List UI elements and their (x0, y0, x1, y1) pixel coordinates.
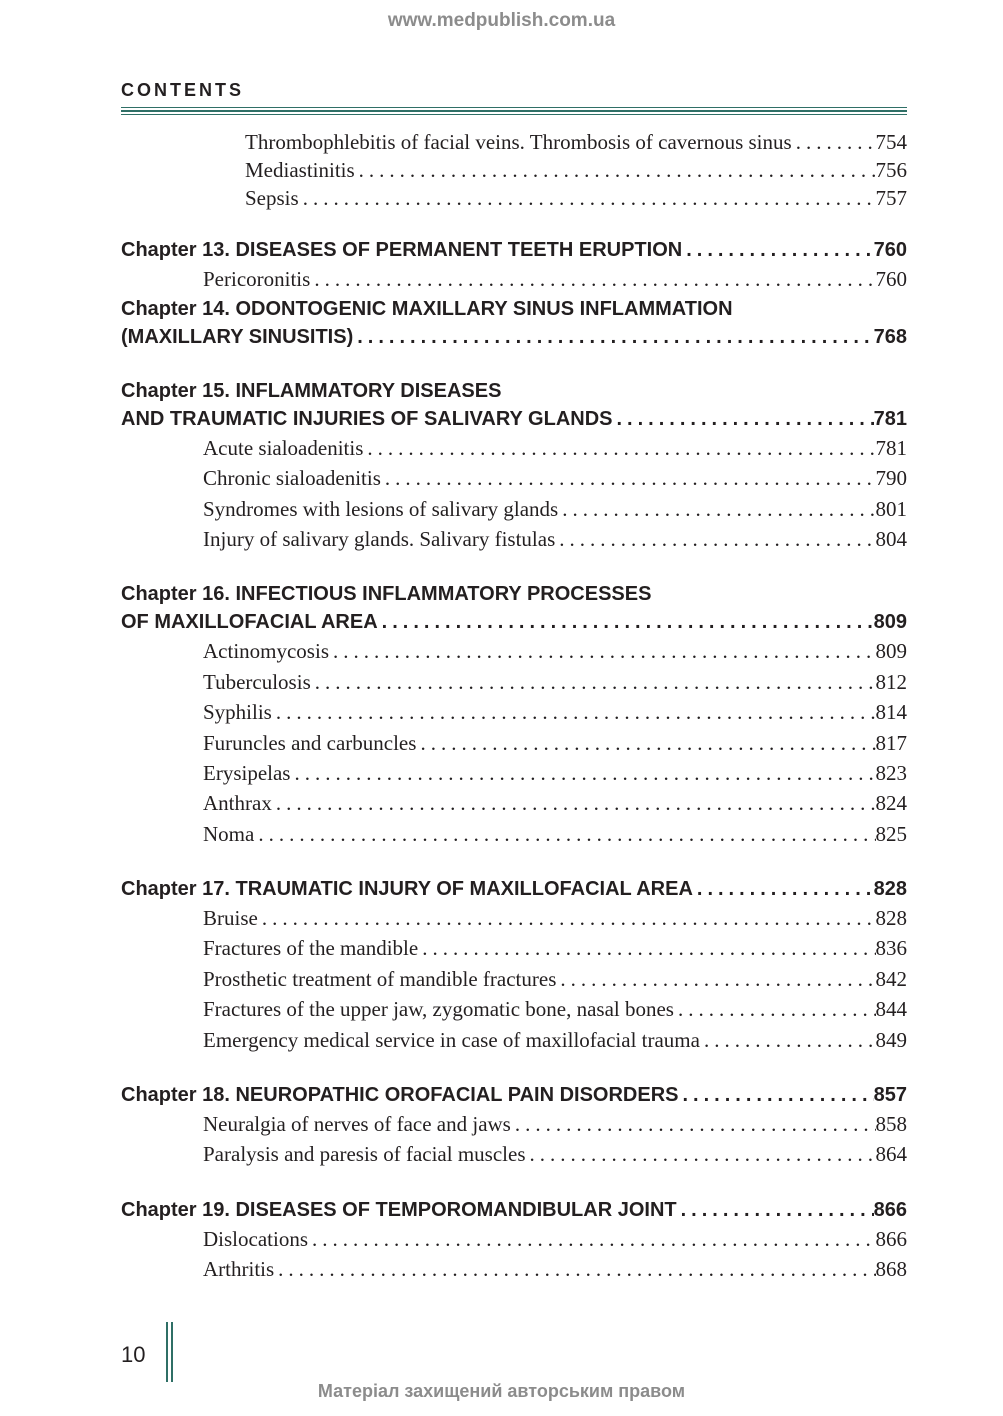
toc-section-entry (121, 639, 907, 669)
toc-section-entry (121, 497, 907, 527)
dot-leader (290, 761, 875, 786)
entry-page-number: 864 (875, 1142, 907, 1167)
dot-leader (363, 436, 875, 461)
toc-section-entry (121, 466, 907, 496)
toc-section-entry (121, 906, 907, 936)
entry-title: Dislocations (203, 1226, 308, 1251)
entry-page-number: 760 (875, 267, 907, 292)
dot-leader (329, 639, 876, 664)
page-number: 10 (121, 1342, 146, 1367)
toc-section-entry (121, 1227, 907, 1257)
table-of-contents (121, 130, 907, 1288)
toc-section-entry (121, 791, 907, 821)
entry-title: Furuncles and carbuncles (203, 730, 417, 755)
toc-chapter-entry (121, 878, 907, 906)
entry-title: Pericoronitis (203, 267, 311, 292)
entry-page-number: 757 (875, 185, 907, 210)
dot-leader (378, 611, 874, 634)
entry-title: Syphilis (203, 700, 272, 725)
toc-section-entry (121, 822, 907, 852)
dot-leader (674, 997, 876, 1022)
entry-page-number: 768 (873, 325, 907, 348)
dot-leader (555, 527, 875, 552)
entry-title: AND TRAUMATIC INJURIES OF SALIVARY GLANDS (121, 407, 613, 430)
dot-leader (511, 1112, 876, 1137)
dot-leader (310, 267, 875, 292)
entry-page-number: 842 (875, 966, 907, 991)
entry-title: Noma (203, 821, 255, 846)
toc-chapter-entry (121, 239, 907, 267)
entry-page-number: 866 (875, 1226, 907, 1251)
toc-chapter-entry (121, 1199, 907, 1227)
entry-title: Chapter 17. TRAUMATIC INJURY OF MAXILLOFACIAL AREA (121, 878, 693, 901)
entry-title: Chronic sialoadenitis (203, 466, 381, 491)
entry-title: Neuralgia of nerves of face and jaws (203, 1112, 511, 1137)
entry-page-number: 836 (875, 936, 907, 961)
entry-page-number: 844 (875, 997, 907, 1022)
entry-page-number: 809 (875, 639, 907, 664)
copyright-notice: Матеріал захищений авторським правом (317, 1381, 686, 1401)
entry-title: Chapter 16. INFECTIOUS INFLAMMATORY PROCESSES (121, 583, 652, 606)
entry-page-number: 866 (873, 1198, 907, 1221)
entry-title: Actinomycosis (203, 639, 329, 664)
dot-leader (272, 700, 876, 725)
entry-title: Syndromes with lesions of salivary glands (203, 496, 559, 521)
entry-title: Fractures of the mandible (203, 936, 419, 961)
dot-leader (682, 239, 873, 262)
toc-section-entry (121, 761, 907, 791)
dot-leader (416, 731, 875, 756)
entry-title: Arthritis (203, 1257, 275, 1282)
dot-leader (613, 408, 874, 431)
header-rule (121, 107, 907, 116)
toc-section-entry (121, 700, 907, 730)
toc-chapter-entry (121, 380, 907, 408)
dot-leader (418, 936, 875, 961)
toc-section-entry (121, 670, 907, 700)
entry-title: Paralysis and paresis of facial muscles (203, 1142, 526, 1167)
entry-page-number: 781 (873, 407, 907, 430)
entry-page-number: 754 (875, 130, 907, 154)
dot-leader (526, 1142, 876, 1167)
dot-leader (792, 130, 876, 155)
toc-section-entry (121, 997, 907, 1027)
entry-title: Bruise (203, 906, 258, 931)
toc-section-entry (121, 186, 907, 214)
entry-page-number: 804 (875, 526, 907, 551)
entry-title: Chapter 18. NEUROPATHIC OROFACIAL PAIN DISORDERS (121, 1084, 679, 1107)
entry-page-number: 849 (875, 1027, 907, 1052)
entry-page-number: 760 (873, 239, 907, 262)
entry-title: Acute sialoadenitis (203, 435, 364, 460)
entry-title: Anthrax (203, 791, 272, 816)
entry-page-number: 825 (875, 821, 907, 846)
site-url: www.medpublish.com.ua (387, 10, 616, 31)
entry-page-number: 823 (875, 760, 907, 785)
entry-title: Chapter 13. DISEASES OF PERMANENT TEETH ERUPTION (121, 239, 683, 262)
entry-page-number: 817 (875, 730, 907, 755)
entry-title: Injury of salivary glands. Salivary fistulas (203, 526, 556, 551)
entry-title: OF MAXILLOFACIAL AREA (121, 611, 378, 634)
toc-section-entry (121, 1257, 907, 1287)
entry-page-number: 814 (875, 700, 907, 725)
toc-section-entry (121, 130, 907, 158)
dot-leader (355, 158, 876, 183)
section-title: CONTENTS (121, 80, 244, 100)
dot-leader (558, 497, 875, 522)
toc-section-entry (121, 967, 907, 997)
toc-chapter-entry (121, 611, 907, 639)
toc-chapter-entry (121, 1084, 907, 1112)
entry-title: Emergency medical service in case of maxillofacial trauma (203, 1027, 700, 1052)
dot-leader (272, 791, 876, 816)
entry-page-number: 858 (875, 1112, 907, 1137)
entry-page-number: 824 (875, 791, 907, 816)
toc-section-entry (121, 1142, 907, 1172)
toc-section-entry (121, 936, 907, 966)
toc-section-entry (121, 731, 907, 761)
toc-section-entry (121, 527, 907, 557)
entry-page-number: 828 (873, 878, 907, 901)
entry-title: Mediastinitis (245, 157, 355, 182)
footer-rule (166, 1322, 174, 1382)
dot-leader (258, 906, 876, 931)
entry-page-number: 868 (875, 1257, 907, 1282)
toc-section-entry (121, 1112, 907, 1142)
toc-section-entry (121, 1028, 907, 1058)
toc-chapter-entry (121, 298, 907, 326)
entry-title: Thrombophlebitis of facial veins. Thrombosis of cavernous sinus (245, 130, 792, 154)
entry-title: Tuberculosis (203, 669, 311, 694)
dot-leader (556, 967, 875, 992)
entry-title: Prosthetic treatment of mandible fractures (203, 966, 557, 991)
entry-title: (MAXILLARY SINUSITIS) (121, 325, 354, 348)
dot-leader (677, 1199, 874, 1222)
dot-leader (299, 186, 876, 211)
dot-leader (678, 1084, 873, 1107)
toc-chapter-entry (121, 583, 907, 611)
entry-title: Chapter 19. DISEASES OF TEMPOROMANDIBULAR JOINT (121, 1198, 677, 1221)
dot-leader (254, 822, 875, 847)
entry-page-number: 809 (873, 611, 907, 634)
dot-leader (693, 878, 874, 901)
toc-section-entry (121, 158, 907, 186)
dot-leader (381, 466, 876, 491)
toc-section-entry (121, 436, 907, 466)
entry-page-number: 781 (875, 435, 907, 460)
entry-title: Erysipelas (203, 760, 291, 785)
entry-page-number: 790 (875, 466, 907, 491)
entry-page-number: 756 (875, 157, 907, 182)
toc-chapter-entry (121, 326, 907, 354)
toc-section-entry (121, 267, 907, 297)
entry-title: Sepsis (245, 185, 299, 210)
entry-page-number: 801 (875, 496, 907, 521)
dot-leader (700, 1028, 876, 1053)
toc-chapter-entry (121, 408, 907, 436)
entry-page-number: 857 (873, 1084, 907, 1107)
dot-leader (274, 1257, 875, 1282)
dot-leader (311, 670, 876, 695)
entry-title: Chapter 14. ODONTOGENIC MAXILLARY SINUS INFLAMMATION (121, 297, 733, 320)
dot-leader (308, 1227, 876, 1252)
entry-title: Fractures of the upper jaw, zygomatic bone, nasal bones (203, 997, 674, 1022)
entry-title: Chapter 15. INFLAMMATORY DISEASES (121, 379, 502, 402)
entry-page-number: 828 (875, 906, 907, 931)
dot-leader (353, 326, 873, 349)
entry-page-number: 812 (875, 669, 907, 694)
